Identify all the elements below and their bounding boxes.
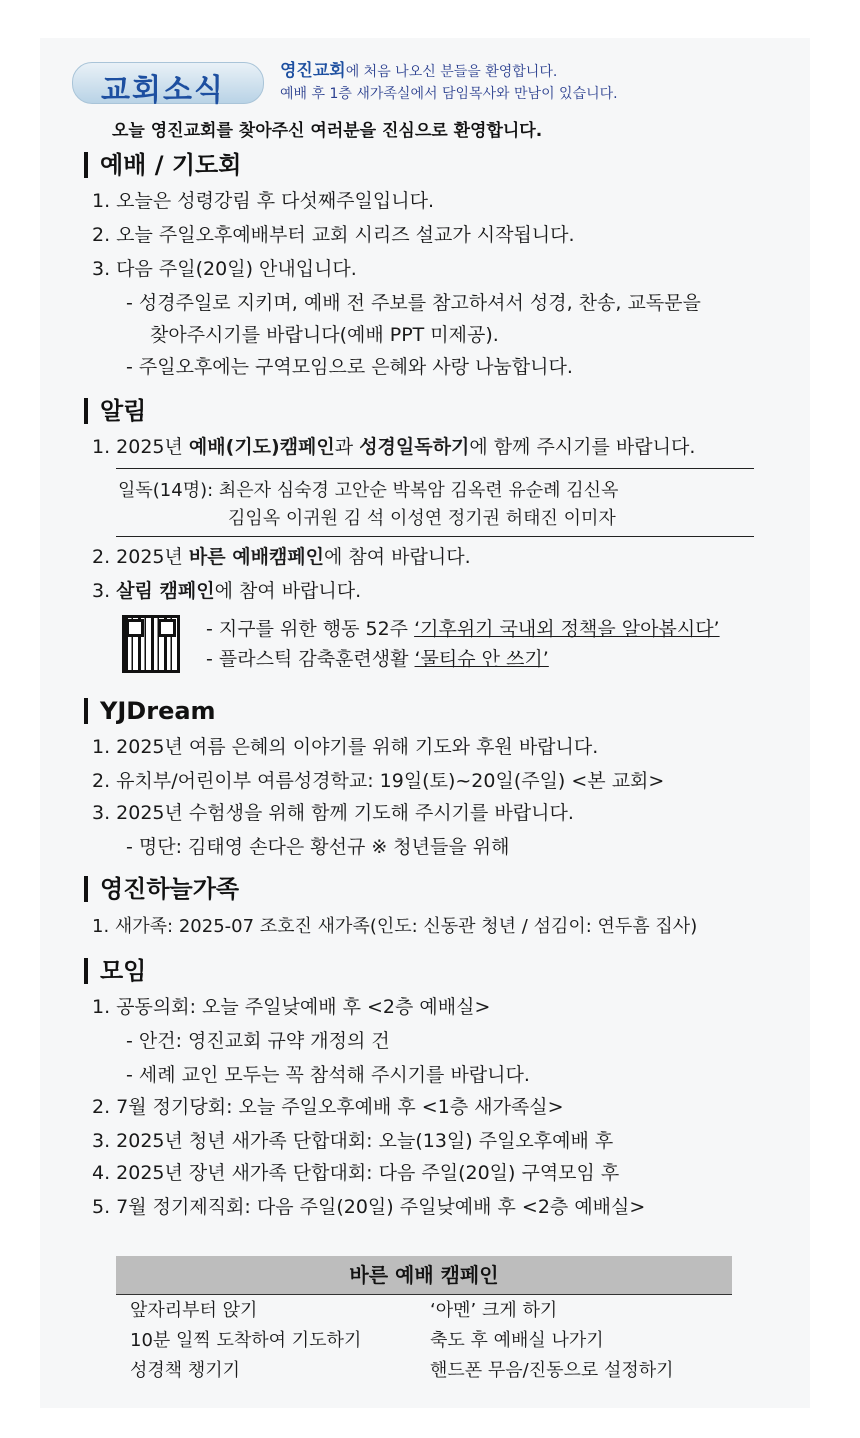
meeting-sub-2: - 세례 교인 모두는 꼭 참석해 주시기를 바랍니다. <box>126 1064 530 1086</box>
section-title-meeting: 모임 <box>84 958 146 984</box>
section-title-notice: 알림 <box>84 398 146 424</box>
welcome-church-name: 영진교회 <box>280 61 346 81</box>
reading-list-line-1: 일독(14명): 최은자 심숙경 고안순 박복암 김옥련 유순례 김신옥 <box>118 480 619 501</box>
campaign-left-1: 앞자리부터 앉기 <box>130 1300 258 1321</box>
yjdream-item-1: 1. 2025년 여름 은혜의 이야기를 위해 기도와 후원 바랍니다. <box>92 736 599 758</box>
worship-sub-1b: 찾아주시기를 바랍니다(예배 PPT 미제공). <box>150 324 499 346</box>
family-item-1: 1. 새가족: 2025-07 조호진 새가족(인도: 신동관 청년 / 섬김이: 연두흠 집사) <box>92 916 698 937</box>
worship-item-1: 1. 오늘은 성령강림 후 다섯째주일입니다. <box>92 190 434 212</box>
worship-item-2: 2. 오늘 주일오후예배부터 교회 시리즈 설교가 시작됩니다. <box>92 224 575 246</box>
qr-code-icon[interactable] <box>122 615 180 673</box>
worship-sub-1a: - 성경주일로 지키며, 예배 전 주보를 참고하셔서 성경, 찬송, 교독문을 <box>126 292 701 314</box>
meeting-item-2: 2. 7월 정기당회: 오늘 주일오후예배 후 <1층 새가족실> <box>92 1096 564 1118</box>
divider-bottom <box>116 536 754 537</box>
meeting-item-5: 5. 7월 정기제직회: 다음 주일(20일) 주일낮예배 후 <2층 예배실> <box>92 1196 646 1218</box>
worship-item-3: 3. 다음 주일(20일) 안내입니다. <box>92 258 357 280</box>
campaign-divider <box>116 1294 732 1295</box>
divider-top <box>116 468 754 469</box>
campaign-right-1: ‘아멘’ 크게 하기 <box>430 1300 558 1321</box>
meeting-item-3: 3. 2025년 청년 새가족 단합대회: 오늘(13일) 주일오후예배 후 <box>92 1130 614 1152</box>
campaign-left-2: 10분 일찍 도착하여 기도하기 <box>130 1330 362 1351</box>
logo-text: 교회소식 <box>101 73 225 108</box>
bible-reading-label: 성경일독하기 <box>359 436 470 458</box>
campaign-right-3: 핸드폰 무음/진동으로 설정하기 <box>430 1360 674 1381</box>
eco-item-2: - 플라스틱 감축훈련생활 ‘물티슈 안 쓰기’ <box>206 648 549 670</box>
worship-campaign-label: 예배(기도)캠페인 <box>188 436 335 458</box>
welcome-meeting-text: 예배 후 1층 새가족실에서 담임목사와 만남이 있습니다. <box>280 86 618 102</box>
right-worship-campaign-label: 바른 예배캠페인 <box>188 546 325 568</box>
worship-sub-2: - 주일오후에는 구역모임으로 은혜와 사랑 나눔합니다. <box>126 356 573 378</box>
notice-item-1: 1. 2025년 예배(기도)캠페인과 성경일독하기에 함께 주시기를 바랍니다. <box>92 436 696 458</box>
eco-item-1: - 지구를 위한 행동 52주 ‘기후위기 국내외 정책을 알아봅시다’ <box>206 618 720 640</box>
greeting-text: 오늘 영진교회를 찾아주신 여러분을 진심으로 환영합니다. <box>112 121 543 141</box>
campaign-title-bar: 바른 예배 캠페인 <box>116 1256 732 1294</box>
yjdream-item-3: 3. 2025년 수험생을 위해 함께 기도해 주시기를 바랍니다. <box>92 802 574 824</box>
campaign-left-3: 성경책 챙기기 <box>130 1360 241 1381</box>
welcome-text: 에 처음 나오신 분들을 환영합니다. <box>345 64 558 80</box>
section-title-family: 영진하늘가족 <box>84 876 239 902</box>
reading-list-line-2: 김임옥 이귀원 김 석 이성연 정기권 허태진 이미자 <box>228 508 616 529</box>
notice-item-2: 2. 2025년 바른 예배캠페인에 참여 바랍니다. <box>92 546 471 568</box>
meeting-sub-1: - 안건: 영진교회 규약 개정의 건 <box>126 1030 390 1052</box>
notice-item-3: 3. 살림 캠페인에 참여 바랍니다. <box>92 580 362 602</box>
church-news-header <box>72 56 792 116</box>
meeting-item-1: 1. 공동의회: 오늘 주일낮예배 후 <2층 예배실> <box>92 996 491 1018</box>
section-title-yjdream: YJDream <box>84 698 216 724</box>
church-news-logo <box>72 62 264 108</box>
living-campaign-label: 살림 캠페인 <box>116 580 215 602</box>
campaign-right-2: 축도 후 예배실 나가기 <box>430 1330 604 1351</box>
yjdream-item-2: 2. 유치부/어린이부 여름성경학교: 19일(토)~20일(주일) <본 교회> <box>92 770 665 792</box>
meeting-item-4: 4. 2025년 장년 새가족 단합대회: 다음 주일(20일) 구역모임 후 <box>92 1162 620 1184</box>
welcome-message <box>280 60 618 105</box>
section-title-worship: 예배 / 기도회 <box>84 152 241 178</box>
yjdream-sub-1: - 명단: 김태영 손다은 황선규 ※ 청년들을 위해 <box>126 836 510 858</box>
